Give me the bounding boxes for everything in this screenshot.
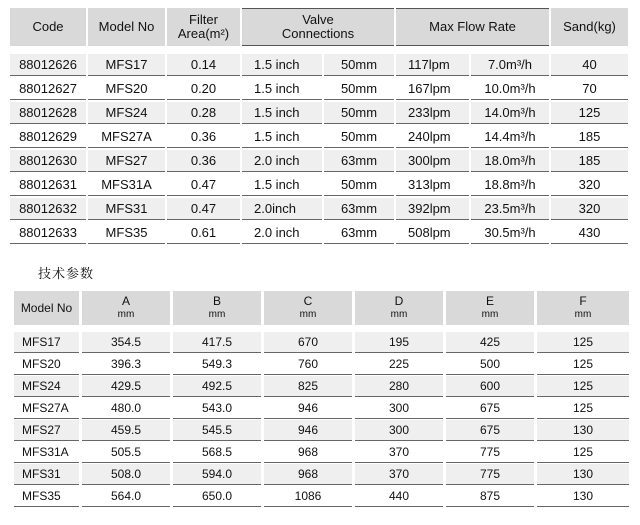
table-row [10,150,628,172]
dimension-body [14,332,629,507]
cell-valve-inch: 1.5 inch [242,54,322,76]
cell-e: 600 [446,376,534,397]
table-row [14,398,629,419]
cell-f: 125 [537,398,629,419]
cell-filter-area: 0.47 [167,174,240,196]
cell-filter-area: 0.14 [167,54,240,76]
cell-d: 440 [355,486,443,507]
cell-flow-m3h: 7.0m³/h [471,54,549,76]
cell-valve-inch: 2.0 inch [242,222,322,244]
cell-c: 946 [264,420,352,441]
cell-flow-m3h: 14.0m³/h [471,102,549,124]
cell-model-no: MFS20 [88,78,165,100]
cell-c: 946 [264,398,352,419]
cell-flow-lpm: 313lpm [396,174,469,196]
cell-flow-lpm: 392lpm [396,198,469,220]
cell-d: 300 [355,420,443,441]
header-dim-letter: A [121,294,130,308]
table-row [14,376,629,397]
cell-f: 130 [537,420,629,441]
cell-e: 675 [446,398,534,419]
dimension-table [11,290,632,508]
cell-a: 505.5 [82,442,170,463]
cell-model-no: MFS20 [14,354,79,375]
cell-valve-inch: 1.5 inch [242,126,322,148]
cell-valve-mm: 50mm [324,174,394,196]
cell-a: 564.0 [82,486,170,507]
cell-model-no: MFS35 [88,222,165,244]
cell-code: 88012629 [10,126,86,148]
cell-valve-inch: 2.0inch [242,198,322,220]
header-dim-col [173,291,261,325]
cell-valve-inch: 1.5 inch [242,78,322,100]
cell-code: 88012626 [10,54,86,76]
table-row [14,332,629,353]
header-dim-letter: B [212,294,221,308]
cell-valve-mm: 63mm [324,150,394,172]
cell-f: 125 [537,332,629,353]
cell-filter-area: 0.36 [167,150,240,172]
header-valve-line2: Connections [281,26,355,41]
cell-valve-inch: 1.5 inch [242,102,322,124]
cell-filter-area: 0.61 [167,222,240,244]
cell-b: 492.5 [173,376,261,397]
cell-code: 88012627 [10,78,86,100]
header-row [10,8,628,46]
cell-valve-mm: 50mm [324,54,394,76]
cell-a: 429.5 [82,376,170,397]
flow-spec-body [10,54,628,244]
header-dim-letter: D [394,294,404,308]
cell-flow-m3h: 10.0m³/h [471,78,549,100]
cell-flow-m3h: 14.4m³/h [471,126,549,148]
header-filter-area-line2: Area(m²) [177,26,230,41]
table-row [14,354,629,375]
cell-valve-mm: 63mm [324,222,394,244]
table-row [10,174,628,196]
cell-valve-inch: 2.0 inch [242,150,322,172]
cell-model-no: MFS24 [88,102,165,124]
cell-sand: 185 [551,150,628,172]
cell-a: 459.5 [82,420,170,441]
cell-flow-lpm: 508lpm [396,222,469,244]
cell-e: 775 [446,442,534,463]
header-dim-unit: mm [574,309,592,320]
header-dim-unit: mm [390,309,408,320]
cell-c: 968 [264,464,352,485]
table-row [10,222,628,244]
cell-d: 370 [355,442,443,463]
cell-f: 125 [537,376,629,397]
cell-model-no: MFS27 [14,420,79,441]
cell-b: 650.0 [173,486,261,507]
cell-flow-m3h: 23.5m³/h [471,198,549,220]
cell-e: 425 [446,332,534,353]
cell-e: 875 [446,486,534,507]
table-row [10,78,628,100]
cell-flow-lpm: 300lpm [396,150,469,172]
cell-e: 775 [446,464,534,485]
header-dim-col [537,291,629,325]
cell-code: 88012633 [10,222,86,244]
caption-technical-parameters: 技术参数 [38,267,95,282]
cell-b: 568.5 [173,442,261,463]
cell-flow-m3h: 30.5m³/h [471,222,549,244]
cell-model-no: MFS35 [14,486,79,507]
cell-d: 195 [355,332,443,353]
cell-flow-m3h: 18.0m³/h [471,150,549,172]
header-dim-col [82,291,170,325]
cell-sand: 125 [551,102,628,124]
header-filter-area [167,8,240,46]
table-row [10,198,628,220]
header-dim-unit: mm [117,309,135,320]
cell-filter-area: 0.36 [167,126,240,148]
cell-f: 130 [537,464,629,485]
cell-flow-lpm: 167lpm [396,78,469,100]
cell-d: 370 [355,464,443,485]
header-dim-col [264,291,352,325]
cell-valve-mm: 50mm [324,78,394,100]
header-code: Code [10,8,86,46]
header-dim-letter: F [579,294,587,308]
header-dim-unit: mm [299,309,317,320]
cell-f: 125 [537,442,629,463]
cell-filter-area: 0.28 [167,102,240,124]
cell-a: 354.5 [82,332,170,353]
header-filter-area-line1: Filter [189,12,218,27]
cell-code: 88012628 [10,102,86,124]
cell-c: 825 [264,376,352,397]
flow-spec-table [8,6,630,246]
cell-sand: 430 [551,222,628,244]
cell-a: 508.0 [82,464,170,485]
dimension-header-row [14,291,629,325]
cell-sand: 70 [551,78,628,100]
cell-model-no: MFS27 [88,150,165,172]
header-dim-col [446,291,534,325]
cell-model-no: MFS27A [88,126,165,148]
cell-sand: 185 [551,126,628,148]
cell-d: 225 [355,354,443,375]
table-row [14,486,629,507]
cell-flow-m3h: 18.8m³/h [471,174,549,196]
header-sand: Sand(kg) [551,8,628,46]
cell-c: 670 [264,332,352,353]
cell-e: 500 [446,354,534,375]
header-dim-letter: E [485,294,494,308]
header-valve-connections [242,8,394,46]
cell-sand: 40 [551,54,628,76]
header-valve-line1: Valve [302,12,334,27]
table-row [10,102,628,124]
header-dim-unit: mm [481,309,499,320]
cell-model-no: MFS27A [14,398,79,419]
cell-valve-mm: 63mm [324,198,394,220]
cell-code: 88012631 [10,174,86,196]
cell-flow-lpm: 233lpm [396,102,469,124]
header-dim-unit: mm [208,309,226,320]
cell-sand: 320 [551,198,628,220]
cell-a: 396.3 [82,354,170,375]
cell-model-no: MFS31 [88,198,165,220]
cell-valve-mm: 50mm [324,126,394,148]
cell-b: 543.0 [173,398,261,419]
header-dim-col [355,291,443,325]
cell-code: 88012630 [10,150,86,172]
cell-f: 130 [537,486,629,507]
cell-model-no: MFS17 [88,54,165,76]
cell-valve-inch: 1.5 inch [242,174,322,196]
cell-d: 280 [355,376,443,397]
table-row [14,420,629,441]
cell-filter-area: 0.47 [167,198,240,220]
cell-sand: 320 [551,174,628,196]
cell-model-no: MFS24 [14,376,79,397]
table-row [14,442,629,463]
header-model-no-dim: Model No [14,291,79,325]
cell-model-no: MFS17 [14,332,79,353]
table-row [10,54,628,76]
table-row [10,126,628,148]
header-dim-letter: C [303,294,313,308]
cell-model-no: MFS31A [88,174,165,196]
table-row [14,464,629,485]
cell-c: 968 [264,442,352,463]
cell-b: 594.0 [173,464,261,485]
cell-c: 1086 [264,486,352,507]
cell-model-no: MFS31 [14,464,79,485]
cell-flow-lpm: 117lpm [396,54,469,76]
cell-e: 675 [446,420,534,441]
cell-filter-area: 0.20 [167,78,240,100]
cell-valve-mm: 50mm [324,102,394,124]
cell-d: 300 [355,398,443,419]
header-model-no: Model No [88,8,165,46]
cell-f: 125 [537,354,629,375]
cell-c: 760 [264,354,352,375]
cell-model-no: MFS31A [14,442,79,463]
cell-b: 417.5 [173,332,261,353]
cell-b: 549.3 [173,354,261,375]
header-max-flow-rate: Max Flow Rate [396,8,549,46]
cell-a: 480.0 [82,398,170,419]
cell-b: 545.5 [173,420,261,441]
cell-flow-lpm: 240lpm [396,126,469,148]
cell-code: 88012632 [10,198,86,220]
